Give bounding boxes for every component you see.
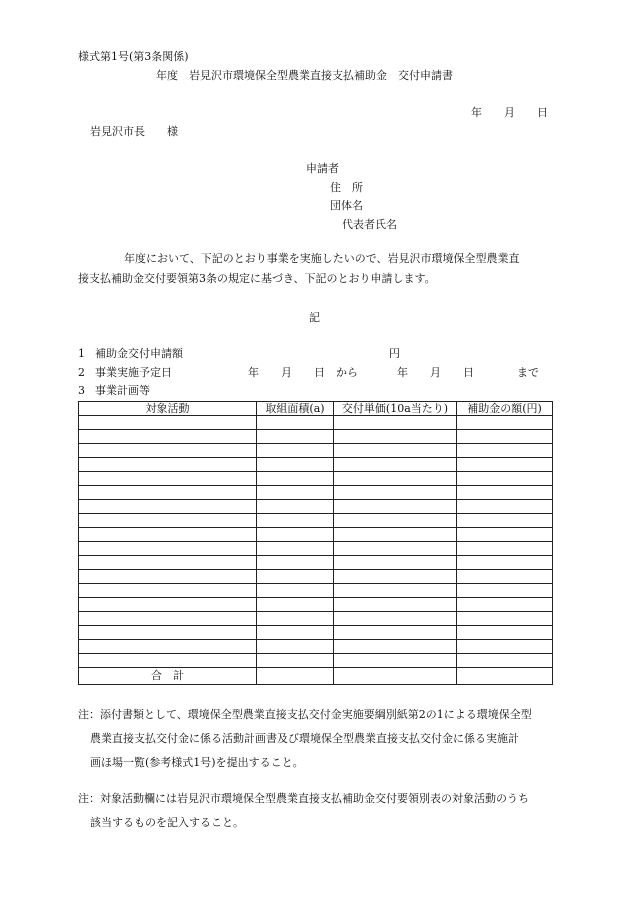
activity-cell[interactable] [79,598,257,612]
subsidy-cell[interactable] [457,556,553,570]
table-row [79,416,553,430]
area-cell[interactable] [257,416,334,430]
unit-price-cell[interactable] [334,514,457,528]
activity-cell[interactable] [79,654,257,668]
subsidy-cell[interactable] [457,500,553,514]
item2-to: まで [517,366,539,379]
activity-cell[interactable] [79,472,257,486]
table-row [79,514,553,528]
activity-cell[interactable] [79,626,257,640]
unit-price-cell[interactable] [334,458,457,472]
subsidy-cell[interactable] [457,570,553,584]
item2-end-date: 年 月 日 [397,366,474,379]
activity-cell[interactable] [79,500,257,514]
item3-label: 事業計画等 [95,384,150,397]
activity-cell[interactable] [79,612,257,626]
unit-price-cell[interactable] [334,500,457,514]
area-cell[interactable] [257,640,334,654]
note-1-line3: 画ほ場一覧(参考様式1号)を提出すること。 [90,756,304,769]
activity-cell[interactable] [79,542,257,556]
body-text-line2: 接支払補助金交付要領第3条の規定に基づき、下記のとおり申請します。 [78,272,436,285]
table-row [79,654,553,668]
table-row [79,472,553,486]
subsidy-cell[interactable] [457,612,553,626]
note-1-line2: 農業直接支払交付金に係る活動計画書及び環境保全型農業直接支払交付金に係る実施計 [90,732,519,745]
form-title: 年度 岩見沢市環境保全型農業直接支払補助金 交付申請書 [156,69,453,82]
unit-price-cell[interactable] [334,486,457,500]
total-area-cell[interactable] [257,668,334,685]
area-cell[interactable] [257,430,334,444]
subsidy-cell[interactable] [457,584,553,598]
activity-cell[interactable] [79,458,257,472]
total-row [79,668,553,685]
subsidy-cell[interactable] [457,514,553,528]
body-text-line1: 年度において、下記のとおり事業を実施したいので、岩見沢市環境保全型農業直 [124,252,520,265]
area-cell[interactable] [257,612,334,626]
table-row [79,528,553,542]
note-2-line1: 注：対象活動欄には岩見沢市環境保全型農業直接支払補助金交付要領別表の対象活動のうち [78,792,529,805]
activity-cell[interactable] [79,486,257,500]
area-cell[interactable] [257,444,334,458]
area-cell[interactable] [257,528,334,542]
addressee: 岩見沢市長 様 [90,125,178,138]
table-header-row [79,402,553,416]
item2-start-date: 年 月 日 [248,366,325,379]
subsidy-cell[interactable] [457,472,553,486]
header-area: 取組面積(a) [257,402,334,416]
item3-number: 3 [78,384,85,397]
table-body [79,416,553,668]
area-cell[interactable] [257,486,334,500]
header-activity: 対象活動 [79,402,257,416]
activity-cell[interactable] [79,584,257,598]
unit-price-cell[interactable] [334,612,457,626]
activity-cell[interactable] [79,556,257,570]
unit-price-cell[interactable] [334,640,457,654]
unit-price-cell[interactable] [334,584,457,598]
date-line: 年 月 日 [471,106,548,119]
note-1-line1: 注：添付書類として、環境保全型農業直接支払交付金実施要綱別紙第2の1による環境保全型 [78,708,532,721]
activity-cell[interactable] [79,528,257,542]
area-cell[interactable] [257,472,334,486]
area-cell[interactable] [257,654,334,668]
unit-price-cell[interactable] [334,416,457,430]
header-subsidy-amount: 補助金の額(円) [457,402,553,416]
area-cell[interactable] [257,514,334,528]
address-label: 住 所 [330,181,363,194]
table-row [79,430,553,444]
note-2-line2: 該当するものを記入すること。 [90,816,244,829]
table-row [79,556,553,570]
unit-price-cell[interactable] [334,542,457,556]
table-row [79,542,553,556]
area-cell[interactable] [257,598,334,612]
area-cell[interactable] [257,458,334,472]
representative-label: 代表者氏名 [342,218,397,231]
total-unit-price-cell[interactable] [334,668,457,685]
table-row [79,640,553,654]
table-row [79,444,553,458]
form-number: 様式第1号(第3条関係) [78,50,189,63]
activity-cell[interactable] [79,430,257,444]
area-cell[interactable] [257,584,334,598]
table-row [79,570,553,584]
table-row [79,598,553,612]
area-cell[interactable] [257,626,334,640]
area-cell[interactable] [257,570,334,584]
unit-price-cell[interactable] [334,556,457,570]
table-row [79,626,553,640]
area-cell[interactable] [257,542,334,556]
unit-price-cell[interactable] [334,570,457,584]
header-unit-price: 交付単価(10a当たり) [334,402,457,416]
activity-cell[interactable] [79,640,257,654]
unit-price-cell[interactable] [334,598,457,612]
area-cell[interactable] [257,556,334,570]
subsidy-cell[interactable] [457,486,553,500]
total-subsidy-cell[interactable] [457,668,553,685]
table-row [79,486,553,500]
activity-table [78,401,553,685]
area-cell[interactable] [257,500,334,514]
ki-heading: 記 [309,311,320,324]
unit-price-cell[interactable] [334,626,457,640]
table-row [79,500,553,514]
item1-unit: 円 [389,347,400,360]
activity-cell[interactable] [79,416,257,430]
unit-price-cell[interactable] [334,528,457,542]
subsidy-cell[interactable] [457,416,553,430]
subsidy-cell[interactable] [457,640,553,654]
subsidy-cell[interactable] [457,626,553,640]
table-row [79,584,553,598]
item1-number: 1 [78,347,85,360]
subsidy-cell[interactable] [457,598,553,612]
item2-number: 2 [78,366,85,379]
subsidy-cell[interactable] [457,654,553,668]
table-row [79,612,553,626]
activity-cell[interactable] [79,514,257,528]
subsidy-cell[interactable] [457,542,553,556]
subsidy-cell[interactable] [457,444,553,458]
unit-price-cell[interactable] [334,430,457,444]
organization-label: 団体名 [330,199,363,212]
total-label: 合 計 [79,668,257,685]
activity-cell[interactable] [79,570,257,584]
unit-price-cell[interactable] [334,654,457,668]
activity-cell[interactable] [79,444,257,458]
applicant-label: 申請者 [306,162,339,175]
subsidy-cell[interactable] [457,458,553,472]
unit-price-cell[interactable] [334,444,457,458]
subsidy-cell[interactable] [457,528,553,542]
subsidy-cell[interactable] [457,430,553,444]
table-row [79,458,553,472]
item1-label: 補助金交付申請額 [95,347,183,360]
unit-price-cell[interactable] [334,472,457,486]
item2-label: 事業実施予定日 [95,366,172,379]
item2-from: から [336,366,358,379]
